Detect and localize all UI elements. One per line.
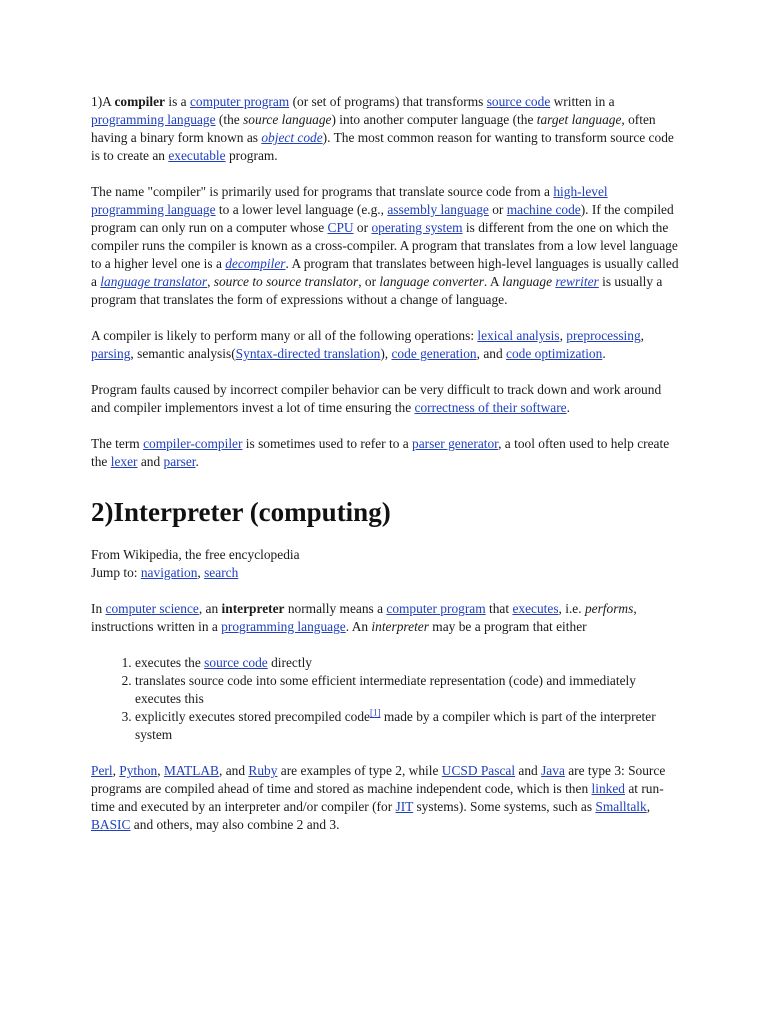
link-decompiler[interactable]: decompiler — [225, 256, 286, 271]
text: , — [197, 565, 205, 580]
text: made by a compiler which is part of the interpreter system — [135, 709, 656, 742]
text: is usually a program that translates the form of expressions without a change of language. — [91, 274, 663, 307]
term-interpreter: interpreter — [221, 601, 285, 616]
text: , — [559, 328, 567, 343]
link-preprocessing[interactable]: preprocessing — [566, 328, 641, 343]
link-parser[interactable]: parser — [163, 454, 196, 469]
jump-to-line — [91, 564, 681, 582]
text: , — [640, 328, 645, 343]
text: translates source code into some efficient intermediate representation (code) and immediately executes this — [135, 673, 636, 706]
text: program. — [225, 148, 278, 163]
link-python[interactable]: Python — [119, 763, 158, 778]
text: and — [137, 454, 164, 469]
link-search[interactable]: search — [204, 565, 239, 580]
link-correctness-of-their-software[interactable]: correctness of their software — [414, 400, 567, 415]
text: Program faults caused by incorrect compiler behavior can be very difficult to track down and work around and compiler implementors invest a lot of time ensuring the — [91, 382, 662, 415]
text: may be a program that either — [428, 619, 587, 634]
italic-source-to-source-translator: source to source translator — [213, 274, 359, 289]
link-lexical-analysis[interactable]: lexical analysis — [477, 328, 560, 343]
link-source-code[interactable]: source code — [486, 94, 551, 109]
text: . — [566, 400, 570, 415]
text: The name "compiler" is primarily used for programs that translate source code from a — [91, 184, 554, 199]
text: ), — [380, 346, 392, 361]
link-programming-language[interactable]: programming language — [221, 619, 346, 634]
link-perl[interactable]: Perl — [91, 763, 113, 778]
interpreter-type-list — [91, 654, 681, 744]
interpreter-heading: 2)Interpreter (computing) — [91, 497, 391, 527]
text: explicitly executes stored precompiled code — [135, 709, 370, 724]
text: , and — [219, 763, 249, 778]
italic-language: language — [502, 274, 553, 289]
link-jit[interactable]: JIT — [395, 799, 414, 814]
link-ucsd-pascal[interactable]: UCSD Pascal — [441, 763, 516, 778]
text: and others, may also combine 2 and 3. — [130, 817, 340, 832]
interpreter-paragraph-2 — [91, 762, 681, 834]
interpreter-paragraph-1 — [91, 600, 681, 636]
link-linked[interactable]: linked — [591, 781, 625, 796]
compiler-paragraph-4 — [91, 381, 681, 417]
link-parsing[interactable]: parsing — [91, 346, 131, 361]
text: , semantic analysis( — [130, 346, 236, 361]
text: or — [488, 202, 507, 217]
wiki-meta — [91, 546, 681, 582]
text: . A — [483, 274, 503, 289]
text: 1)A — [91, 94, 115, 109]
link-code-optimization[interactable]: code optimization — [506, 346, 603, 361]
text: systems). Some systems, such as — [413, 799, 596, 814]
link-object-code[interactable]: object code — [261, 130, 323, 145]
text: , — [112, 763, 120, 778]
from-wikipedia-text: From Wikipedia, the free encyclopedia — [91, 547, 300, 562]
text: , an — [198, 601, 222, 616]
text: are type 3: Source programs are compiled ahead of time and stored as machine independent code, which is then — [91, 763, 666, 796]
term-compiler: compiler — [114, 94, 166, 109]
link-executable[interactable]: executable — [168, 148, 226, 163]
text: , — [157, 763, 164, 778]
link-high-level-programming-language[interactable]: high-level programming language — [91, 184, 608, 217]
link-computer-program[interactable]: computer program — [189, 94, 290, 109]
link-navigation[interactable]: navigation — [140, 565, 198, 580]
link-operating-system[interactable]: operating system — [371, 220, 463, 235]
text: In — [91, 601, 106, 616]
link-executes[interactable]: executes — [512, 601, 559, 616]
compiler-paragraph-2 — [91, 183, 681, 309]
italic-source-language: source language — [243, 112, 332, 127]
link-lexer[interactable]: lexer — [110, 454, 138, 469]
text: or — [353, 220, 372, 235]
link-machine-code[interactable]: machine code — [506, 202, 581, 217]
italic-target-language: target language — [536, 112, 622, 127]
text: directly — [267, 655, 312, 670]
list-item — [135, 654, 681, 672]
text: . — [195, 454, 199, 469]
text: The term — [91, 436, 144, 451]
text: written in a — [550, 94, 615, 109]
link-cpu[interactable]: CPU — [327, 220, 354, 235]
text: , or — [358, 274, 380, 289]
italic-interpreter: interpreter — [371, 619, 429, 634]
text: and — [515, 763, 542, 778]
list-item — [135, 708, 681, 744]
text: (the — [215, 112, 244, 127]
text: A compiler is likely to perform many or all of the following operations: — [91, 328, 478, 343]
text: executes the — [135, 655, 205, 670]
link-basic[interactable]: BASIC — [91, 817, 131, 832]
link-assembly-language[interactable]: assembly language — [387, 202, 489, 217]
text: , often having a binary form known as — [91, 112, 656, 145]
compiler-paragraph-5 — [91, 435, 681, 471]
text: is different from the one on which the compiler runs the compiler is known as a cross-compiler. A program that translates from a low level language to a higher level one is a — [91, 220, 678, 271]
link-computer-program[interactable]: computer program — [386, 601, 486, 616]
text: , — [646, 799, 651, 814]
italic-language-converter: language converter — [379, 274, 484, 289]
text: . An — [345, 619, 372, 634]
text: . A program that translates between high-level languages is usually called a — [91, 256, 679, 289]
text: is a — [165, 94, 190, 109]
link-syntax-directed-translation[interactable]: Syntax-directed translation — [235, 346, 381, 361]
text: are examples of type 2, while — [277, 763, 442, 778]
citation-link[interactable]: [1] — [370, 707, 381, 718]
text: to a lower level language (e.g., — [215, 202, 388, 217]
document-page — [91, 93, 681, 852]
list-item — [135, 672, 681, 708]
text: . — [602, 346, 606, 361]
text: Jump to: — [91, 565, 141, 580]
compiler-paragraph-1 — [91, 93, 681, 165]
text: is sometimes used to refer to a — [242, 436, 413, 451]
text: (or set of programs) that transforms — [289, 94, 487, 109]
text: , — [207, 274, 214, 289]
link-language-translator[interactable]: language translator — [100, 274, 208, 289]
link-smalltalk[interactable]: Smalltalk — [595, 799, 647, 814]
text: ) into another computer language (the — [331, 112, 537, 127]
link-parser-generator[interactable]: parser generator — [412, 436, 499, 451]
compiler-paragraph-3 — [91, 327, 681, 363]
link-computer-science[interactable]: computer science — [105, 601, 199, 616]
link-rewriter[interactable]: rewriter — [555, 274, 599, 289]
link-compiler-compiler[interactable]: compiler-compiler — [143, 436, 243, 451]
text: , a tool often used to help create the — [91, 436, 670, 469]
text: , instructions written in a — [91, 601, 637, 634]
italic-performs: performs — [584, 601, 634, 616]
link-source-code[interactable]: source code — [204, 655, 268, 670]
link-code-generation[interactable]: code generation — [391, 346, 477, 361]
text: ). If the compiled program can only run on a computer whose — [91, 202, 674, 235]
link-matlab[interactable]: MATLAB — [163, 763, 219, 778]
text: normally means a — [284, 601, 387, 616]
link-java[interactable]: Java — [541, 763, 565, 778]
link-programming-language[interactable]: programming language — [91, 112, 216, 127]
text: , and — [476, 346, 507, 361]
text: that — [485, 601, 513, 616]
text: , i.e. — [558, 601, 585, 616]
link-ruby[interactable]: Ruby — [248, 763, 278, 778]
text: at run-time and executed by an interpreter and/or compiler (for — [91, 781, 664, 814]
text: ). The most common reason for wanting to transform source code is to create an — [91, 130, 674, 163]
